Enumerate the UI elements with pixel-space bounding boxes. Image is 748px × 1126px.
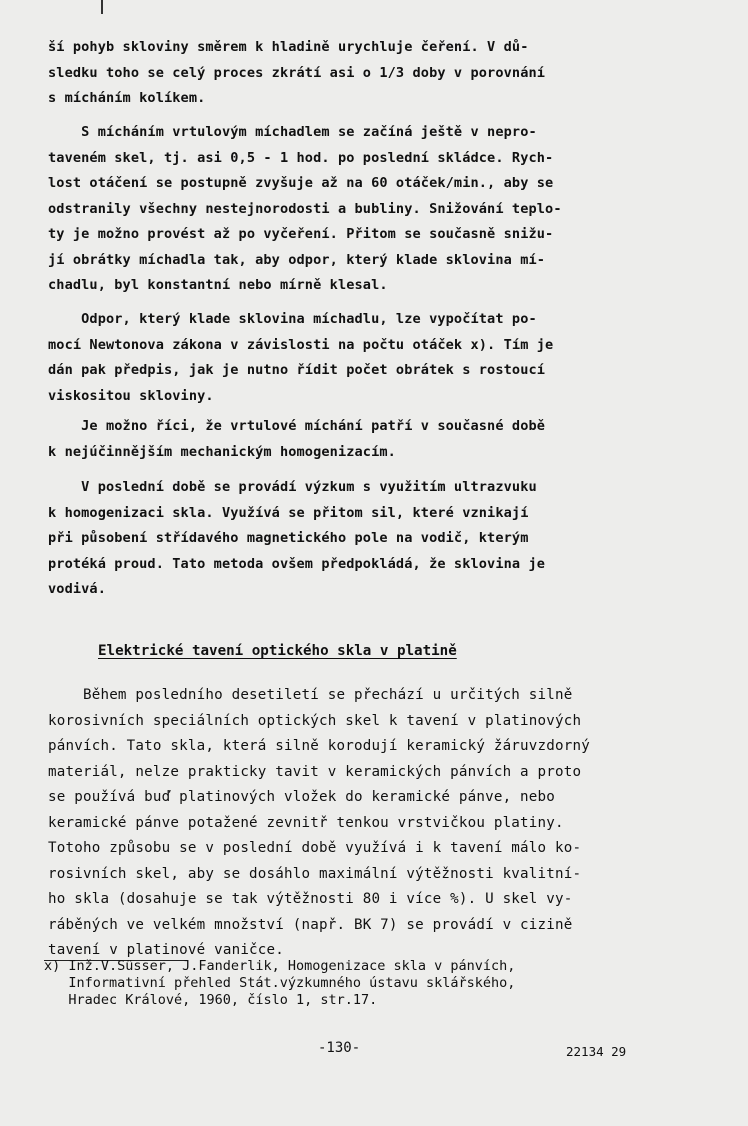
footnote: x) Inž.V.Süsser, J.Fanderlik, Homogenizace skla v pánvích, Informativní přehled Stát.výzkumného ústavu sklářského, Hradec Králové, 1960, číslo 1, str.17. bbox=[44, 958, 516, 1008]
paragraph-3: Odpor, který klade sklovina míchadlu, lze vypočítat po- mocí Newtonova zákona v závislosti na počtu otáček x). Tím je dán pak předpis, jak je nutno řídit počet obrátek s rostoucí viskositou skloviny. bbox=[48, 311, 554, 404]
margin-mark bbox=[101, 0, 103, 14]
paragraph-2: S mícháním vrtulovým míchadlem se začíná ještě v nepro- taveném skel, tj. asi 0,5 - 1 hod. po poslední skládce. Rych- lost otáčení se postupně zvyšuje až na 60 otáček/min., aby se odstranily všechny nestejnorodosti a bubliny. Snižování teplo- ty je možno provést až po vyčeření. Přitom se současně snižu- jí obrátky míchadla tak, aby odpor, který klade sklovina mí- chadlu, byl konstantní nebo mírně klesal. bbox=[48, 124, 562, 293]
paragraph-1: ší pohyb skloviny směrem k hladině urychluje čeření. V dů- sledku toho se celý proces zkrátí asi o 1/3 doby v porovnání s mícháním kolíkem. bbox=[48, 39, 546, 106]
paragraph-4: Je možno říci, že vrtulové míchání patří v současné době k nejúčinnějším mechanickým homogenizacím. bbox=[48, 418, 546, 460]
paragraph-6: Během posledního desetiletí se přechází u určitých silně korosivních speciálních optických skel k tavení v platinových pánvích. Tato skla, která silně korodují keramický žáruvzdorný materiál, nelze prakticky tavit v keramických pánvích a proto se používá buď platinových vložek do keramické pánve, nebo keramické pánve potažené zevnitř tenkou vrstvičkou platiny. Totoho způsobu se v poslední době využívá i k tavení málo ko- rosivních skel, aby se dosáhlo maximální výtěžnosti kvalitní- ho skla (dosahuje se tak výtěžnosti 80 i více %). U skel vy- ráběných ve velkém množství (např. BK 7) se provádí v cizině tavení v platinové vaničce. bbox=[48, 687, 590, 958]
archive-stamp: 22134 29 bbox=[566, 1044, 627, 1059]
section-heading: Elektrické tavení optického skla v platině bbox=[98, 643, 457, 659]
paragraph-5: V poslední době se provádí výzkum s využitím ultrazvuku k homogenizaci skla. Využívá se přitom sil, které vznikají při působení střídavého magnetického pole na vodič, kterým protéká proud. Tato metoda ovšem předpokládá, že sklovina je vodivá. bbox=[48, 479, 546, 597]
page-number: -130- bbox=[318, 1040, 361, 1056]
